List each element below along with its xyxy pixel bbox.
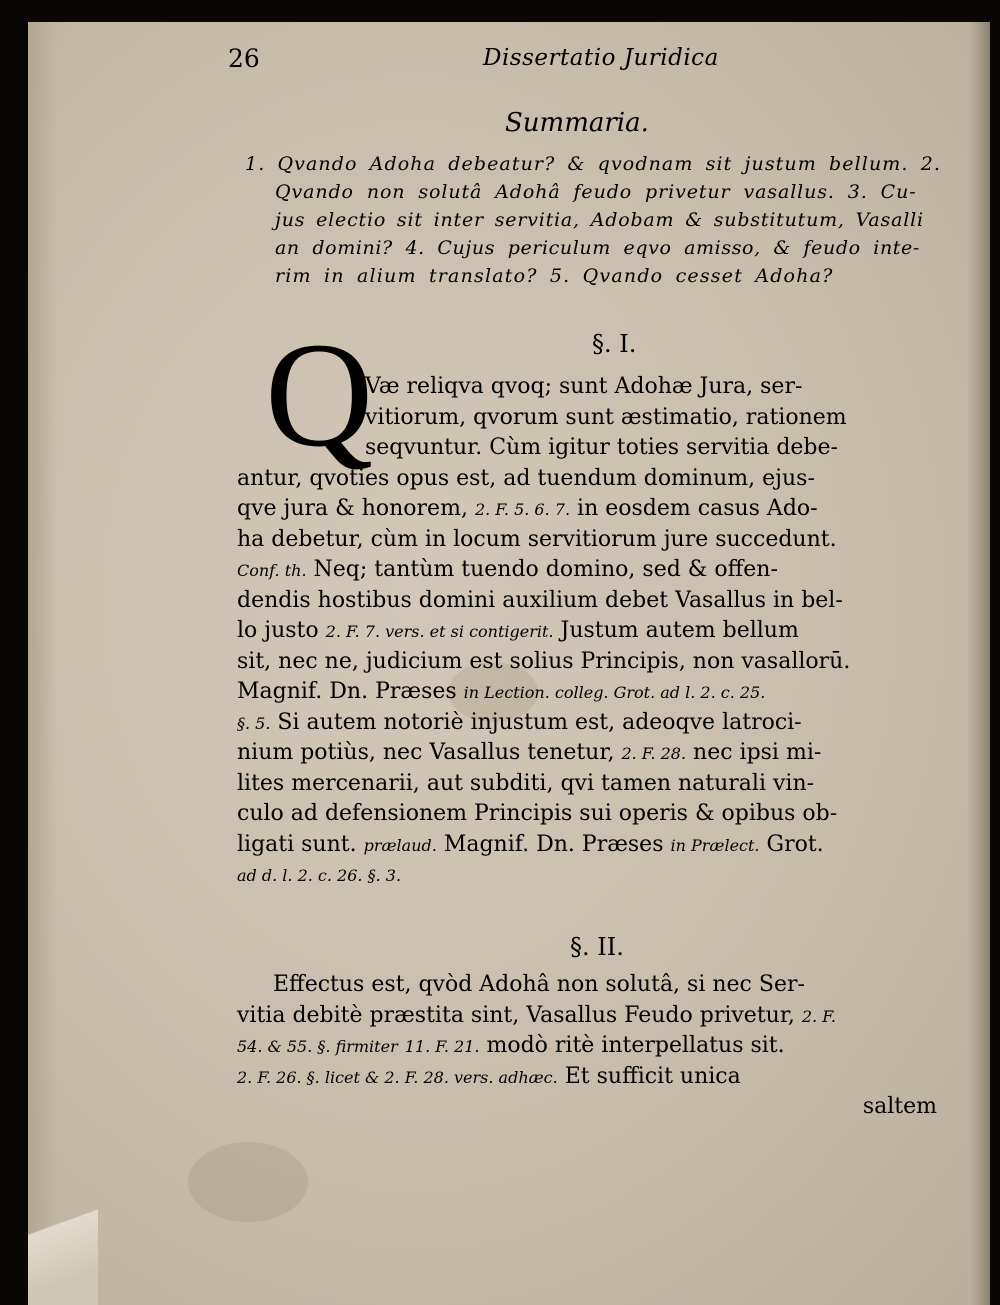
citation-text: prælaud.: [363, 835, 437, 855]
summaria-line: an domini? 4. Cujus periculum eqvo amisso, & feudo inte-: [275, 237, 920, 259]
body-text: Grot.: [759, 831, 824, 857]
text-line: [237, 769, 957, 800]
text-line: [237, 860, 957, 891]
text-line: [237, 525, 957, 556]
summaria-line: Qvando non solutâ Adohâ feudo privetur vasallus. 3. Cu-: [275, 181, 917, 203]
body-text: lites mercenarii, aut subditi, qvi tamen naturali vin-: [237, 770, 815, 796]
text-line: [237, 616, 957, 647]
citation-text: ad d. l. 2. c. 26. §. 3.: [237, 866, 402, 885]
body-text: Neq; tantùm tuendo domino, sed & offen-: [306, 557, 778, 582]
summaria-block: [245, 150, 945, 290]
text-line: [237, 555, 957, 586]
page-gutter-shadow: [28, 22, 58, 1305]
body-text: vitia debitè præstita sint, Vasallus Feudo privetur,: [237, 1002, 802, 1028]
text-line: [237, 1092, 957, 1123]
text-line: [237, 830, 957, 861]
body-text: [398, 1033, 405, 1058]
body-text: dendis hostibus domini auxilium debet Vasallus in bel-: [237, 587, 843, 613]
citation-text: in Lection. colleg. Grot. ad l. 2. c. 25.: [463, 683, 766, 702]
body-text: Magnif. Dn. Præses: [436, 831, 671, 857]
section-1-text: [237, 372, 957, 891]
citation-text: 2. F. 5. 6. 7.: [474, 500, 571, 519]
page-edge-shadow: [968, 22, 990, 1305]
body-text: nium potiùs, nec Vasallus tenetur,: [237, 740, 622, 765]
folded-corner: [28, 1155, 98, 1305]
drop-cap: Q: [265, 312, 374, 478]
text-line: [237, 586, 957, 617]
body-text: qve jura & honorem,: [237, 496, 475, 521]
text-line: [237, 647, 957, 678]
page-header: [228, 40, 788, 80]
citation-text: §. 5.: [237, 713, 271, 733]
body-text: Magnif. Dn. Præses: [237, 679, 464, 704]
summaria-line: 1. Qvando Adoha debeatur? & qvodnam sit justum bellum. 2.: [245, 153, 942, 175]
section-heading: §. II.: [570, 933, 624, 961]
text-line: [237, 403, 957, 434]
section-2-text: [237, 970, 957, 1123]
citation-text: 11. F. 21.: [404, 1037, 480, 1056]
citation-text: 2. F. 26. §. licet & 2. F. 28. vers. adhæc.: [237, 1067, 558, 1087]
text-line: [237, 1062, 957, 1093]
summaria-line: jus electio sit inter servitia, Adobam & substitutum, Vasalli: [275, 209, 924, 231]
text-line: [237, 677, 957, 708]
section-heading: §. I.: [592, 330, 637, 358]
body-text: in eosdem casus Ado-: [570, 496, 818, 521]
text-line: [237, 970, 957, 1001]
text-line: [237, 494, 957, 525]
body-text: seqvuntur. Cùm igitur toties servitia debe-: [365, 435, 838, 460]
body-text: Et sufficit unica: [557, 1063, 741, 1089]
text-line: [237, 464, 957, 495]
citation-text: 2. F. 7. vers. et si contigerit.: [325, 622, 554, 641]
body-text: nec ipsi mi-: [686, 740, 822, 765]
citation-text: 54. & 55. §. firmiter: [237, 1037, 398, 1056]
body-text: saltem: [862, 1094, 937, 1119]
summaria-line: rim in alium translato? 5. Qvando cesset Adoha?: [275, 265, 834, 287]
paper-stain: [188, 1142, 308, 1222]
body-text: Si autem notoriè injustum est, adeoqve latroci-: [270, 709, 802, 735]
body-text: lo justo: [237, 618, 326, 643]
text-line: [237, 1001, 957, 1032]
body-text: antur, qvoties opus est, ad tuendum dominum, ejus-: [237, 465, 815, 491]
text-line: [237, 738, 957, 769]
citation-text: 2. F. 28.: [621, 744, 687, 763]
body-text: modò ritè interpellatus sit.: [479, 1033, 785, 1058]
body-text: culo ad defensionem Principis sui operis & opibus ob-: [237, 801, 838, 826]
text-line: [237, 433, 957, 464]
body-text: Væ reliqva qvoq; sunt Adohæ Jura, ser-: [365, 374, 803, 399]
summaria-title: Summaria.: [505, 108, 649, 138]
text-line: [237, 1031, 957, 1062]
text-line: [237, 372, 957, 403]
citation-text: Conf. th.: [237, 561, 307, 580]
body-text: ha debetur, cùm in locum servitiorum jure succedunt.: [237, 526, 837, 552]
citation-text: 2. F.: [801, 1006, 836, 1026]
citation-text: in Prælect.: [670, 835, 760, 855]
page-number: 26: [228, 44, 260, 73]
running-head: Dissertatio Juridica: [483, 45, 719, 71]
text-line: [237, 799, 957, 830]
text-line: [237, 708, 957, 739]
body-text: Effectus est, qvòd Adohâ non solutâ, si nec Ser-: [273, 972, 805, 997]
body-text: vitiorum, qvorum sunt æstimatio, rationem: [365, 404, 847, 430]
body-text: sit, nec ne, judicium est solius Principis, non vasallorū.: [237, 648, 851, 674]
body-text: Justum autem bellum: [553, 618, 799, 643]
body-text: ligati sunt.: [237, 831, 364, 857]
